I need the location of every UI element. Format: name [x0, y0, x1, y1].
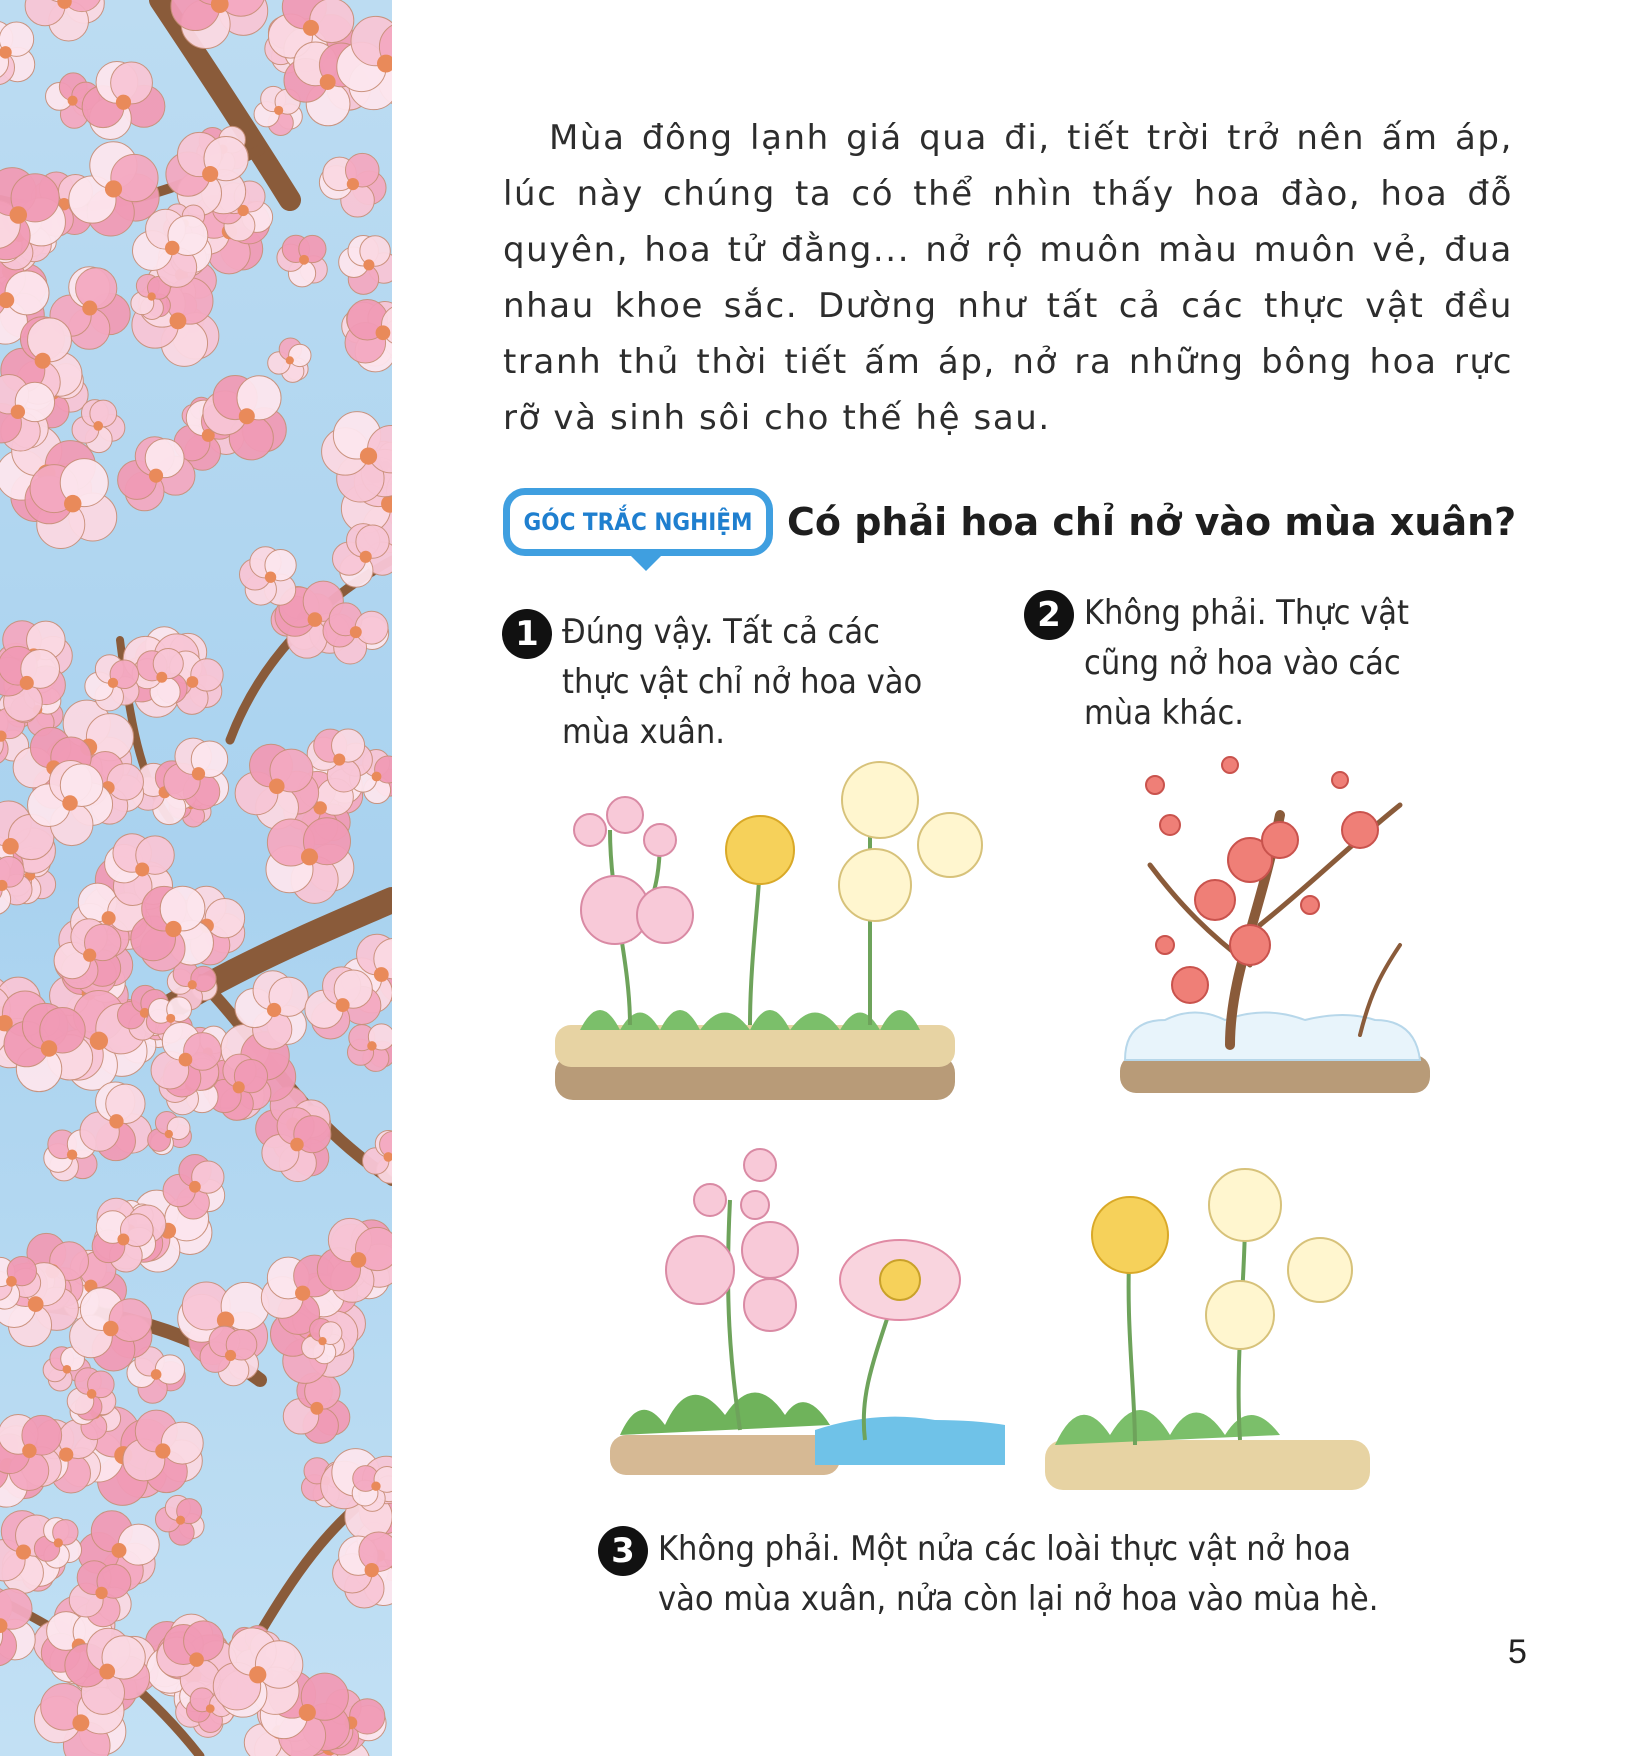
option-number-3: 3 — [598, 1526, 648, 1576]
option-text-2: Không phải. Thực vật cũng nở hoa vào các mùa khác. — [1084, 593, 1409, 733]
answer-option-2[interactable] — [1024, 588, 1484, 738]
page-number: 5 — [1508, 1633, 1527, 1671]
quiz-question: Có phải hoa chỉ nở vào mùa xuân? — [787, 500, 1517, 544]
spring-flowers-illustration — [550, 740, 1010, 1110]
cherry-blossom-artwork — [0, 0, 392, 1756]
answer-option-3[interactable] — [598, 1524, 1458, 1624]
cherry-blossom-illustration — [0, 0, 392, 1756]
quiz-corner-badge — [503, 488, 773, 556]
quiz-badge-label: GÓC TRẮC NGHIỆM — [523, 508, 753, 536]
winter-plum-illustration — [1110, 735, 1440, 1105]
option-text-1: Đúng vậy. Tất cả các thực vật chỉ nở hoa vào mùa xuân. — [562, 612, 923, 752]
answer-option-1[interactable] — [502, 607, 962, 757]
option-number-1: 1 — [502, 609, 552, 659]
intro-paragraph: Mùa đông lạnh giá qua đi, tiết trời trở nên ấm áp, lúc này chúng ta có thể nhìn thấy hoa đào, hoa đỗ quyên, hoa tử đằng... nở rộ muôn màu muôn vẻ, đua nhau khoe sắc. Dường như tất cả các thực vật đều tranh thủ thời tiết ấm áp, nở ra những bông hoa rực rỡ và sinh sôi cho thế hệ sau. — [503, 118, 1513, 438]
option-text-3: Không phải. Một nửa các loài thực vật nở hoa vào mùa xuân, nửa còn lại nở hoa vào mùa hè. — [658, 1529, 1379, 1619]
lotus-blossom-illustration — [610, 1140, 1010, 1490]
autumn-flowers-illustration — [1045, 1160, 1375, 1500]
option-number-2: 2 — [1024, 590, 1074, 640]
